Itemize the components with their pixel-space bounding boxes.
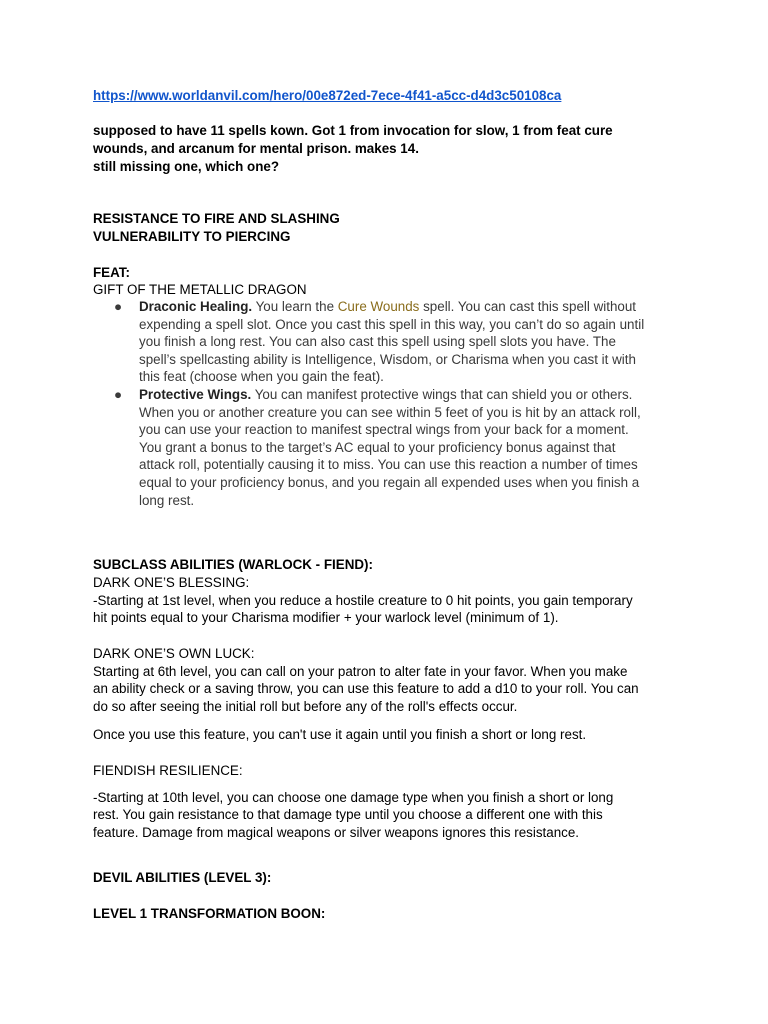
feat-name: GIFT OF THE METALLIC DRAGON — [93, 282, 307, 297]
fiendish-resilience-line-2: rest. You gain resistance to that damage type until you choose a different one with this — [93, 807, 603, 822]
spells-note-line-2: wounds, and arcanum for mental prison. makes 14. — [93, 141, 419, 156]
dark-ones-luck-title: DARK ONE’S OWN LUCK: — [93, 646, 255, 661]
subclass-heading: SUBCLASS ABILITIES (WARLOCK - FIEND): — [93, 557, 373, 572]
fiendish-resilience-title: FIENDISH RESILIENCE: — [93, 763, 243, 778]
devil-abilities-heading: DEVIL ABILITIES (LEVEL 3): — [93, 870, 272, 885]
fiendish-resilience-line-1: -Starting at 10th level, you can choose one damage type when you finish a short or long — [93, 790, 614, 805]
dark-ones-blessing-line-2: hit points equal to your Charisma modifier + your warlock level (minimum of 1). — [93, 610, 559, 625]
protective-wings-term: Protective Wings. — [139, 386, 252, 402]
resistance-heading: RESISTANCE TO FIRE AND SLASHING — [93, 211, 340, 226]
dark-ones-blessing-title: DARK ONE’S BLESSING: — [93, 575, 250, 590]
worldanvil-link-line — [93, 87, 683, 105]
feat-bullet-list — [93, 298, 683, 509]
protective-wings-line-5: attack roll, potentially causing it to miss. You can use this reaction a number of times — [139, 457, 638, 473]
draconic-healing-line-1 — [139, 298, 683, 316]
transformation-boon-heading: LEVEL 1 TRANSFORMATION BOON: — [93, 906, 326, 921]
bullet-icon: ● — [114, 299, 123, 314]
protective-wings-line-7: long rest. — [139, 492, 195, 508]
protective-wings-line-6: equal to your proficiency bonus, and you regain all expended uses when you finish a — [139, 474, 640, 490]
spells-note-line-1: supposed to have 11 spells kown. Got 1 from invocation for slow, 1 from feat cure — [93, 123, 613, 138]
list-item — [93, 298, 683, 386]
protective-wings-text-1: You can manifest protective wings that can shield you or others. — [251, 386, 633, 402]
dark-ones-luck-line-1: Starting at 6th level, you can call on your patron to alter fate in your favor. When you make — [93, 664, 628, 679]
dark-ones-luck-line-3: do so after seeing the initial roll but before any of the roll's effects occur. — [93, 699, 518, 714]
dark-ones-blessing-line-1: -Starting at 1st level, when you reduce a hostile creature to 0 hit points, you gain temporary — [93, 593, 633, 608]
dark-ones-luck-line-4: Once you use this feature, you can't use it again until you finish a short or long rest. — [93, 727, 587, 742]
feat-heading: FEAT: — [93, 265, 130, 280]
vulnerability-heading: VULNERABILITY TO PIERCING — [93, 229, 291, 244]
list-item — [93, 386, 683, 509]
draconic-healing-line-3: you finish a long rest. You can also cast this spell using spell slots you have. The — [139, 334, 616, 350]
draconic-healing-pre: You learn the — [252, 299, 338, 314]
protective-wings-line-2: When you or another creature you can see within 5 feet of you is hit by an attack roll, — [139, 404, 641, 420]
draconic-healing-line-5: this feat (choose when you gain the feat). — [139, 369, 384, 385]
draconic-healing-text-1: spell. You can cast this spell without — [419, 299, 637, 314]
dark-ones-luck-line-2: an ability check or a saving throw, you can use this feature to add a d10 to your roll. You can — [93, 681, 639, 696]
draconic-healing-term: Draconic Healing. — [139, 299, 253, 314]
draconic-healing-line-2: expending a spell slot. Once you cast this spell in this way, you can’t do so again until — [139, 316, 645, 332]
protective-wings-line-1 — [139, 386, 683, 404]
worldanvil-link[interactable]: https://www.worldanvil.com/hero/00e872ed-7ece-4f41-a5cc-d4d3c50108ca — [93, 88, 562, 103]
cure-wounds-link[interactable]: Cure Wounds — [337, 299, 420, 314]
protective-wings-line-3: you can use your reaction to manifest spectral wings from your back for a moment. — [139, 422, 629, 438]
protective-wings-line-4: You grant a bonus to the target’s AC equal to your proficiency bonus against that — [139, 439, 616, 455]
spells-note-line-3: still missing one, which one? — [93, 159, 280, 174]
fiendish-resilience-line-3: feature. Damage from magical weapons or silver weapons ignores this resistance. — [93, 825, 580, 840]
bullet-icon: ● — [114, 386, 123, 402]
draconic-healing-line-4: spell’s spellcasting ability is Intelligence, Wisdom, or Charisma when you cast it with — [139, 351, 636, 367]
